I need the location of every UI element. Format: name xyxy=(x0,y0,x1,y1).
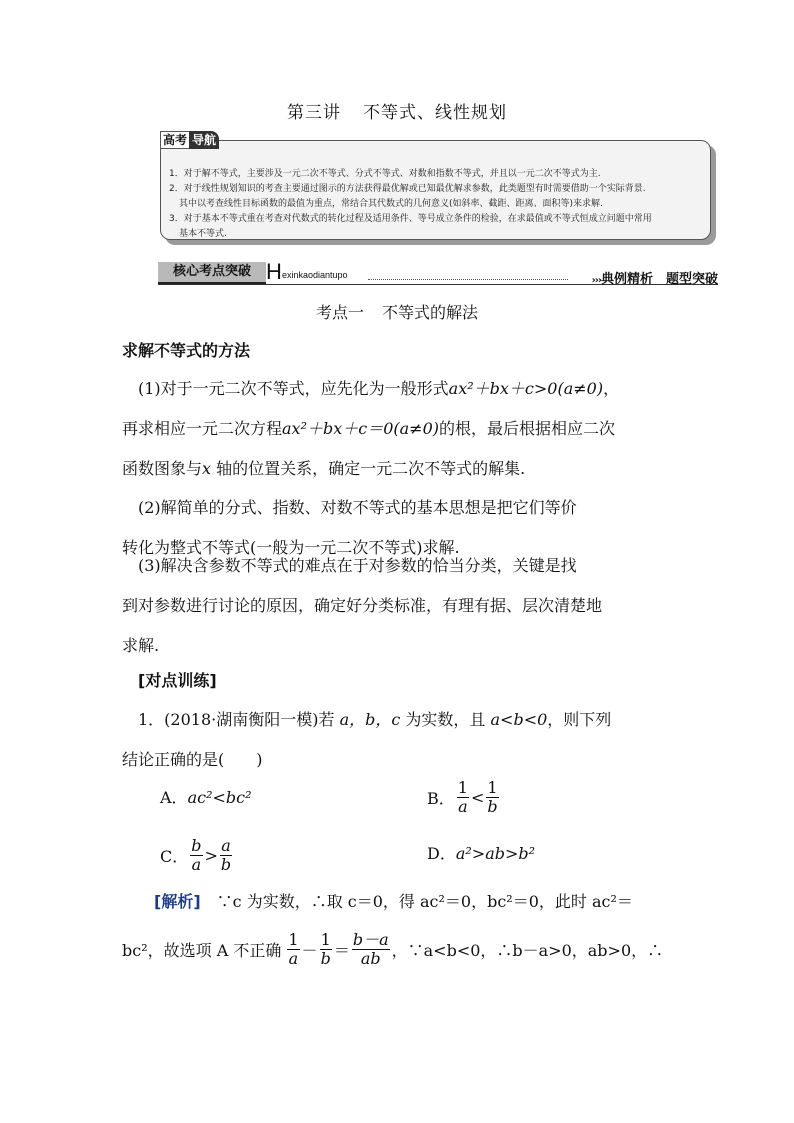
fraction xyxy=(287,931,299,968)
p2-line: (2)解简单的分式、指数、对数不等式的基本思想是把它们等价 xyxy=(138,498,577,517)
p1-text: 轴的位置关系，确定一元二次不等式的解集. xyxy=(211,459,526,478)
p1-var-x: x xyxy=(202,459,212,478)
analysis-line-2 xyxy=(122,924,702,974)
guide-line: 3．对于基本不等式重在考查对代数式的转化过程及适用条件、等号成立条件的检验，在求最值或不等式恒成立问题中常用 xyxy=(169,214,652,224)
method-heading-text: 求解不等式的方法 xyxy=(122,341,251,360)
banner-subtitle xyxy=(592,268,718,287)
paragraph-1 xyxy=(122,369,682,489)
banner-pinyin: exinkaodiantupo xyxy=(282,270,348,280)
p2-line: 转化为整式不等式(一般为一元二次不等式)求解. xyxy=(122,538,460,557)
q1-stem: 1．(2018·湖南衡阳一模)若 xyxy=(138,710,340,729)
section-banner xyxy=(158,259,718,287)
p1-text: (1)对于一元二次不等式，应先化为一般形式 xyxy=(138,379,449,398)
denominator: b xyxy=(320,948,331,968)
question-1 xyxy=(122,700,682,780)
q1-stem: ，则下列 xyxy=(547,710,612,729)
numerator: 1 xyxy=(487,777,498,797)
p1-formula-2: ax²＋bx＋c＝0(a≠0) xyxy=(282,419,440,438)
q1-vars: a，b，c xyxy=(339,710,401,729)
denominator: b xyxy=(487,796,498,816)
denominator: a xyxy=(288,948,299,968)
practice-heading-text: [对点训练] xyxy=(138,671,217,690)
numerator: 1 xyxy=(320,929,331,949)
q1-stem: 结论正确的是( ) xyxy=(122,750,263,769)
p3-line: 到对参数进行讨论的原因，确定好分类标准，有理有据、层次清楚地 xyxy=(122,596,603,615)
analysis xyxy=(122,882,702,922)
guide-line: 1．对于解不等式，主要涉及一元二次不等式、分式不等式、对数和指数不等式，并且以一元二次不等式为主. xyxy=(169,169,601,179)
numerator: a xyxy=(221,835,231,855)
banner-subtitle-text: 典例精析 题型突破 xyxy=(600,272,718,287)
numerator: b－a xyxy=(352,929,389,949)
analysis-line: ，∵a<b<0，∴b－a>0，ab>0，∴ xyxy=(391,940,664,960)
operator: ＝ xyxy=(333,940,350,960)
page-title xyxy=(0,98,794,123)
operator: < xyxy=(470,787,485,807)
method-heading xyxy=(122,331,682,371)
p3-line: (3)解决含参数不等式的难点在于对参数的恰当分类，关键是找 xyxy=(138,556,577,575)
guide-line: 基本不等式. xyxy=(179,229,227,239)
option-a-text: ac²<bc² xyxy=(187,788,252,807)
fraction xyxy=(486,779,498,816)
exam-guide-box xyxy=(160,130,715,242)
kaodian-heading xyxy=(0,300,794,323)
p1-text: 的根，最后根据相应二次 xyxy=(439,419,616,438)
numerator: b xyxy=(191,835,202,855)
analysis-tag: [解析] xyxy=(154,892,201,911)
banner-core-label: 核心考点突破 xyxy=(158,262,266,284)
fraction xyxy=(457,779,469,816)
option-c xyxy=(160,830,234,880)
operator: > xyxy=(204,845,218,865)
exam-guide-panel xyxy=(160,140,711,240)
lecture-topic: 不等式、线性规划 xyxy=(363,103,507,123)
operator: － xyxy=(301,940,318,960)
option-d-text: a²>ab>b² xyxy=(455,844,536,863)
option-d xyxy=(427,834,535,874)
fraction xyxy=(352,931,390,968)
denominator: a xyxy=(458,796,468,816)
p1-formula-1: ax²＋bx＋c>0(a≠0) xyxy=(448,379,604,398)
p1-text: ， xyxy=(603,379,620,398)
denominator: a xyxy=(191,854,202,874)
guide-label-gaokao: 高考 xyxy=(160,131,189,149)
exam-guide-lines xyxy=(169,167,705,242)
option-label: C． xyxy=(160,846,189,866)
fraction xyxy=(220,837,232,874)
fraction xyxy=(190,837,202,874)
practice-heading xyxy=(122,661,682,701)
p1-text: 函数图象与 xyxy=(122,459,203,478)
numerator: 1 xyxy=(457,777,468,797)
option-b xyxy=(427,772,501,822)
option-a xyxy=(160,778,252,818)
exam-guide-label xyxy=(160,130,219,150)
guide-line: 2．对于线性规划知识的考查主要通过图示的方法获得最优解或已知最优解求参数，此类题型有时需要借助一个实际背景. xyxy=(169,184,646,194)
option-label: A． xyxy=(160,788,188,807)
chevrons-icon: ››› xyxy=(591,275,601,286)
option-label: D． xyxy=(427,844,456,863)
lecture-number: 第三讲 xyxy=(287,103,341,123)
p1-text: 再求相应一元二次方程 xyxy=(122,419,283,438)
denominator: ab xyxy=(360,948,381,968)
q1-condition: a<b<0 xyxy=(490,710,548,729)
fraction xyxy=(320,931,332,968)
q1-stem: 为实数，且 xyxy=(400,710,491,729)
guide-label-daohang: 导航 xyxy=(189,131,219,149)
paragraph-3 xyxy=(122,546,682,666)
guide-line: 其中以考查线性目标函数的最值为重点，常结合其代数式的几何意义(如斜率、截距、距离、面积等)来求解. xyxy=(179,199,603,209)
kaodian-topic: 不等式的解法 xyxy=(382,303,479,322)
banner-dotted-line xyxy=(368,279,568,280)
analysis-line: bc²，故选项 A 不正确 xyxy=(122,940,282,960)
numerator: 1 xyxy=(288,929,299,949)
analysis-line: ∵c 为实数，∴取 c＝0，得 ac²＝0，bc²＝0，此时 ac²＝ xyxy=(200,892,633,911)
option-label: B． xyxy=(427,788,455,808)
p3-line: 求解. xyxy=(122,636,160,655)
denominator: b xyxy=(220,854,232,874)
banner-letter: H xyxy=(266,259,282,284)
kaodian-number: 考点一 xyxy=(315,303,364,322)
